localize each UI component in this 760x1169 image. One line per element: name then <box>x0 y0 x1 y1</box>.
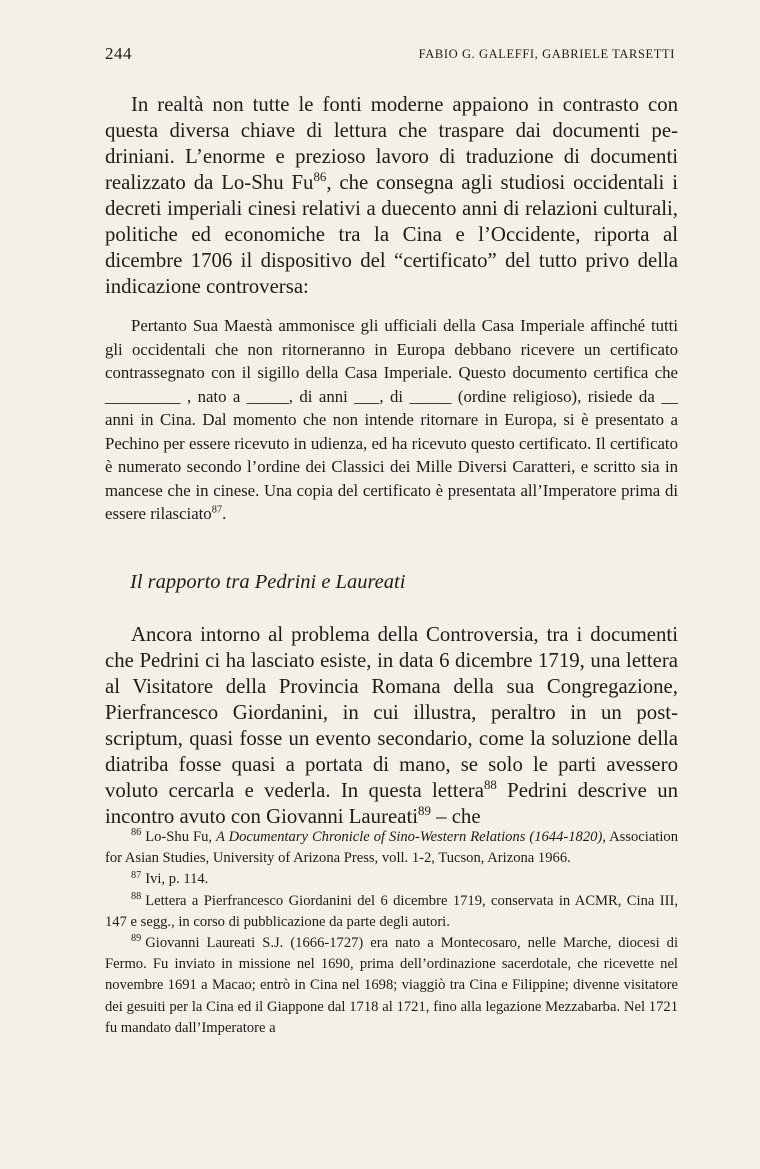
footnote-89-text: Giovanni Laureati S.J. (1666-1727) era nato a Montecosaro, nelle Marche, diocesi di Fermo. Fu inviato in missione nel 1690, prima dell’ordinazione sacerdotale, che ricevette nel novembre 1691 a Macao; entrò in Cina nel 1698; viaggiò tra Cina e Filippine; divenne visitatore dei gesuiti per la Cina ed il Giappone dal 1718 al 1721, fino alla legazione Mezzabarba. Nel 1721 fu mandato dall’Imperatore a <box>105 935 678 1036</box>
footnote-88 <box>105 891 678 933</box>
paragraph-2 <box>105 622 678 830</box>
footnote-ref-88: 88 <box>483 778 497 793</box>
footnote-89 <box>105 933 678 1039</box>
footnote-number: 86 <box>131 827 142 839</box>
block-quote-text <box>105 314 678 526</box>
paragraph-2-part-b: Pedrini descrive un incontro avuto con Giovanni Laureati <box>105 779 679 828</box>
page-header <box>105 44 675 68</box>
paragraph-2-text <box>105 622 678 830</box>
footnote-86 <box>105 827 678 869</box>
footnotes <box>105 827 678 1039</box>
block-quote-part-a: Pertanto Sua Maestà ammonisce gli ufficiali della Casa Imperiale affinché tutti gli occidentali che non ritorneranno in Europa debbano ricevere un certificato contrassegnato con il sigillo della Casa Imperiale. Questo documento certifica che _________ , nato a _____, di anni ___, di _____ (ordine religioso), risiede da __ anni in Cina. Dal momento che non intende ritornare in Europa, si è presentato a Pechino per essere ricevuto in udienza, ed ha ricevuto questo certificato. Il certificato è numerato secondo l’ordine dei Classici dei Mille Diversi Caratteri, e scritto sia in mancese che in cinese. Una copia del certificato è presentata all’Imperatore prima di essere rilasciato <box>105 316 678 523</box>
footnote-86-title: A Documentary Chronicle of Sino-Western Relations (1644-1820), <box>215 829 606 845</box>
paragraph-1-part-a: In realtà non tutte le fonti moderne appaiono in contrasto con questa diversa chiave di lettura che traspare dai documenti pedriniani. L’enorme e prezioso lavoro di traduzione di documenti realizzato da Lo-Shu Fu <box>105 93 678 194</box>
footnote-ref-86: 86 <box>313 170 327 185</box>
footnote-ref-87: 87 <box>211 504 223 516</box>
footnote-number: 89 <box>131 933 142 945</box>
block-quote <box>105 314 678 526</box>
footnote-88-text: Lettera a Pierfrancesco Giordanini del 6 dicembre 1719, conservata in ACMR, Cina III, 147 e segg., in corso di pubblicazione da parte degli autori. <box>105 892 678 930</box>
footnote-number: 88 <box>131 890 142 902</box>
paragraph-2-part-c: – che <box>430 805 481 828</box>
footnote-87-text: Ivi, p. 114. <box>145 871 209 888</box>
page-number: 244 <box>105 44 132 63</box>
footnote-87 <box>105 869 678 890</box>
paragraph-2-part-a: Ancora intorno al problema della Controversia, tra i documenti che Pedrini ci ha lasciato esiste, in data 6 dicembre 1719, una lettera al Visitatore della Provincia Romana della sua Congregazione, Pierfrancesco Giordanini, in cui illustra, peraltro in un post-scriptum, quasi fosse un evento secondario, come la soluzione della diatriba fosse quasi a portata di mano, se solo le parti avessero voluto cercarla e vederla. In questa lettera <box>105 623 678 802</box>
block-quote-part-b: . <box>222 504 227 523</box>
footnote-number: 87 <box>131 869 142 881</box>
paragraph-1-text <box>105 92 678 300</box>
footnote-ref-89: 89 <box>418 804 431 819</box>
paragraph-1 <box>105 92 678 300</box>
footnote-86-publisher: Association for Asian Studies, University of Arizona Press, voll. 1-2, Tucson, Arizona 1966. <box>105 829 679 867</box>
footnote-86-author: Lo-Shu Fu, <box>145 829 216 845</box>
section-heading: Il rapporto tra Pedrini e Laureati <box>130 571 406 593</box>
paragraph-1-part-b: , che consegna agli studiosi occidentali i decreti imperiali cinesi relativi a duecento anni di relazioni culturali, politiche ed economiche tra la Cina e l’Occidente, riporta al dicembre 1706 il dispositivo del “certificato” del tutto privo della indicazione controversa: <box>105 171 678 298</box>
running-head: FABIO G. GALEFFI, GABRIELE TARSETTI <box>418 47 675 61</box>
